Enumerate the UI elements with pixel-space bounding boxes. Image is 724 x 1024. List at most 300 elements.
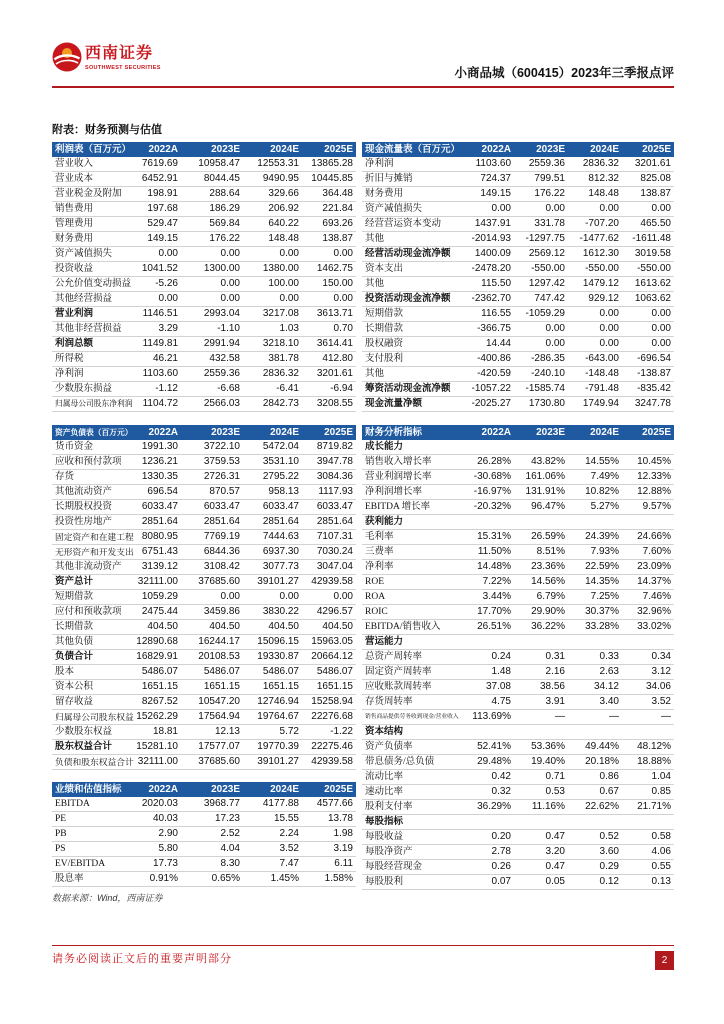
table-row — [52, 470, 356, 485]
row-value: 1059.29 — [141, 591, 178, 602]
row-value: -30.68% — [473, 471, 511, 482]
empty-cell — [514, 515, 568, 529]
row-label: 其他非经营损益 — [55, 324, 122, 334]
table-row — [362, 292, 674, 307]
row-label: 应收和预付款项 — [55, 457, 122, 467]
row-value: 14.56% — [531, 576, 565, 587]
row-value: 15.31% — [477, 531, 511, 542]
row-label: 长期借款 — [55, 622, 94, 632]
row-value: 4177.88 — [262, 798, 299, 809]
table-row — [362, 367, 674, 382]
row-value: 8719.82 — [316, 441, 353, 452]
row-label: 营业成本 — [55, 174, 94, 184]
row-value: 10.45% — [637, 456, 671, 467]
row-value: 1400.09 — [474, 248, 511, 259]
table-row — [362, 620, 674, 635]
row-value: 0.47 — [545, 861, 565, 872]
row-value: 404.50 — [147, 621, 178, 632]
row-value: 15096.15 — [257, 636, 299, 647]
row-value: -707.20 — [585, 218, 619, 229]
row-value: 3201.61 — [634, 158, 671, 169]
row-value: 7.25% — [590, 591, 619, 602]
empty-cell — [460, 440, 514, 454]
row-value: 0.53 — [545, 786, 565, 797]
row-value: 1.04 — [651, 771, 671, 782]
row-label: 负债合计 — [55, 652, 94, 662]
row-value: 115.50 — [481, 278, 511, 289]
row-label: 每股净资产 — [365, 847, 413, 857]
logo-name-cn: 西南证券 — [85, 45, 154, 62]
empty-cell — [622, 815, 674, 829]
row-value: 9490.95 — [262, 173, 299, 184]
row-value: 2.90 — [158, 828, 178, 839]
row-label: ROA — [365, 592, 386, 602]
row-label: 财务费用 — [365, 189, 404, 199]
year-header: 2025E — [324, 784, 353, 795]
row-label: 每股收益 — [365, 832, 404, 842]
row-value: 29.48% — [477, 756, 511, 767]
row-value: 8080.95 — [141, 531, 178, 542]
row-value: 19764.67 — [257, 711, 299, 722]
row-value: 331.78 — [534, 218, 565, 229]
row-value: 52.41% — [477, 741, 511, 752]
row-value: 33.28% — [585, 621, 619, 632]
row-value: -791.48 — [585, 383, 619, 394]
row-value: 3047.04 — [316, 561, 353, 572]
row-value: -16.97% — [473, 486, 511, 497]
row-value: 0.31 — [545, 651, 565, 662]
table-row — [52, 500, 356, 515]
row-value: 197.68 — [147, 203, 178, 214]
row-value: 18.88% — [637, 756, 671, 767]
row-value: 0.00 — [279, 248, 299, 259]
row-value: -6.41 — [276, 383, 299, 394]
row-value: 20664.12 — [311, 651, 353, 662]
row-value: 0.00 — [158, 248, 178, 259]
row-value: 19770.39 — [257, 741, 299, 752]
row-value: 0.70 — [333, 323, 353, 334]
row-value: 747.42 — [534, 293, 565, 304]
section-label: 成长能力 — [365, 442, 404, 452]
empty-cell — [568, 725, 622, 739]
row-value: 221.84 — [322, 203, 353, 214]
row-value: 724.37 — [480, 173, 511, 184]
row-label: 管理费用 — [55, 219, 94, 229]
row-value: 3.44% — [482, 591, 511, 602]
empty-cell — [568, 440, 622, 454]
row-value: 2991.94 — [203, 338, 240, 349]
row-value: 7.93% — [590, 546, 619, 557]
row-label: 长期股权投资 — [55, 502, 113, 512]
row-value: 3.20 — [545, 846, 565, 857]
row-value: 2842.73 — [262, 398, 299, 409]
row-value: 640.22 — [268, 218, 299, 229]
empty-cell — [460, 725, 514, 739]
row-value: 1300.00 — [203, 263, 240, 274]
row-value: -1057.22 — [471, 383, 511, 394]
row-value: 37685.60 — [198, 756, 240, 767]
data-source-note: 数据来源：Wind，西南证券 — [52, 893, 163, 903]
row-value: 3208.55 — [316, 398, 353, 409]
row-value: 0.00 — [333, 293, 353, 304]
row-value: 26.51% — [477, 621, 511, 632]
row-value: -5.26 — [155, 278, 178, 289]
row-label: 所得税 — [55, 354, 84, 364]
table-row — [52, 440, 356, 455]
row-value: 15262.29 — [136, 711, 178, 722]
table-row — [52, 485, 356, 500]
row-value: 0.00 — [220, 248, 240, 259]
row-value: 0.42 — [491, 771, 511, 782]
row-label: 总资产周转率 — [365, 652, 423, 662]
row-value: 0.00 — [545, 203, 565, 214]
row-value: 6033.47 — [316, 501, 353, 512]
row-value: 0.55 — [651, 861, 671, 872]
row-value: 7.46% — [642, 591, 671, 602]
year-header: 2025E — [324, 144, 353, 155]
row-value: 17564.94 — [198, 711, 240, 722]
row-value: 138.87 — [640, 188, 671, 199]
row-value: 13.78 — [327, 813, 353, 824]
year-header: 2022A — [148, 784, 178, 795]
table-row — [52, 695, 356, 710]
table-row — [362, 860, 674, 875]
row-value: 14.37% — [637, 576, 671, 587]
row-value: 198.91 — [147, 188, 178, 199]
year-header: 2022A — [481, 427, 511, 438]
table-row — [52, 202, 356, 217]
row-value: 113.69% — [472, 711, 511, 722]
row-value: 1612.30 — [582, 248, 619, 259]
row-value: 6.79% — [536, 591, 565, 602]
row-value: 2020.03 — [141, 798, 178, 809]
table-row — [52, 560, 356, 575]
row-value: 2836.32 — [582, 158, 619, 169]
row-label: 资本支出 — [365, 264, 404, 274]
row-value: 19.40% — [531, 756, 565, 767]
valuation-table — [52, 782, 356, 887]
row-value: 176.22 — [209, 233, 240, 244]
empty-cell — [514, 725, 568, 739]
table-row — [52, 665, 356, 680]
table-row — [52, 217, 356, 232]
table-row — [52, 842, 356, 857]
row-label: 投资收益 — [55, 264, 94, 274]
row-label: 应付和预收款项 — [55, 607, 122, 617]
year-header: 2025E — [324, 427, 353, 438]
row-value: 2.63 — [599, 666, 619, 677]
row-value: 1991.30 — [141, 441, 178, 452]
row-label: 资产总计 — [55, 577, 94, 587]
year-header: 2023E — [211, 784, 240, 795]
year-header: 2023E — [211, 144, 240, 155]
year-header: 2025E — [642, 427, 671, 438]
row-label: 存货周转率 — [365, 697, 413, 707]
row-value: 0.00 — [545, 338, 565, 349]
table-row — [52, 157, 356, 172]
row-value: 0.00 — [651, 323, 671, 334]
row-value: 2851.64 — [262, 516, 299, 527]
table-row — [52, 635, 356, 650]
row-value: 2475.44 — [141, 606, 178, 617]
row-value: 43.82% — [531, 456, 565, 467]
year-header: 2024E — [270, 144, 299, 155]
row-label: 筹资活动现金流净额 — [365, 384, 451, 394]
row-value: 0.07 — [491, 876, 511, 887]
row-value: 39101.27 — [257, 576, 299, 587]
row-value: 1103.60 — [475, 158, 511, 169]
row-value: 7.60% — [642, 546, 671, 557]
row-value: -138.87 — [637, 368, 671, 379]
table-row — [362, 337, 674, 352]
year-header: 2025E — [642, 144, 671, 155]
year-header: 2024E — [270, 427, 299, 438]
table-row — [362, 785, 674, 800]
row-value: 22275.46 — [311, 741, 353, 752]
row-value: 42939.58 — [311, 756, 353, 767]
row-value: 1.45% — [270, 873, 299, 884]
table-row — [362, 560, 674, 575]
row-value: 116.55 — [481, 308, 511, 319]
row-value: 0.00 — [158, 293, 178, 304]
row-value: 1236.21 — [141, 456, 178, 467]
row-value: 958.13 — [268, 486, 299, 497]
row-value: 2795.22 — [262, 471, 299, 482]
row-label: 无形资产和开发支出 — [55, 547, 134, 557]
row-value: 6844.36 — [203, 546, 240, 557]
row-label: 投资性房地产 — [55, 517, 113, 527]
row-value: 17.23 — [214, 813, 240, 824]
row-value: 0.20 — [491, 831, 511, 842]
year-header: 2023E — [536, 427, 565, 438]
row-value: 2566.03 — [203, 398, 240, 409]
cash-flow-table — [362, 142, 674, 412]
row-value: -148.48 — [585, 368, 619, 379]
empty-cell — [622, 440, 674, 454]
row-value: 1437.91 — [474, 218, 511, 229]
row-label: 少数股东损益 — [55, 384, 113, 394]
row-label: 股权融资 — [365, 339, 404, 349]
row-value: 0.65% — [211, 873, 240, 884]
row-value: 529.47 — [147, 218, 178, 229]
row-value: 30.37% — [585, 606, 619, 617]
table-row — [52, 740, 356, 755]
row-value: 3019.58 — [634, 248, 671, 259]
table-row — [362, 575, 674, 590]
row-value: 0.12 — [599, 876, 619, 887]
table-header-row — [52, 142, 356, 157]
table-row — [362, 187, 674, 202]
row-value: 0.00 — [599, 338, 619, 349]
table-row — [52, 232, 356, 247]
row-value: -1297.75 — [525, 233, 565, 244]
row-value: -550.00 — [637, 263, 671, 274]
table-row — [362, 530, 674, 545]
row-value: 8.51% — [536, 546, 565, 557]
row-label: PE — [55, 814, 67, 824]
empty-cell — [622, 635, 674, 649]
row-value: 14.48% — [477, 561, 511, 572]
row-value: 38.56 — [539, 681, 565, 692]
table-row — [52, 605, 356, 620]
row-value: 5472.04 — [262, 441, 299, 452]
row-value: 0.00 — [220, 278, 240, 289]
row-value: — — [555, 711, 565, 722]
table-row — [52, 590, 356, 605]
row-value: 6033.47 — [203, 501, 240, 512]
row-value: 32111.00 — [137, 756, 178, 767]
row-value: -2362.70 — [471, 293, 511, 304]
row-value: 2559.36 — [528, 158, 565, 169]
row-value: — — [661, 711, 671, 722]
row-value: 2559.36 — [203, 368, 240, 379]
row-value: 1063.62 — [634, 293, 671, 304]
empty-cell — [514, 440, 568, 454]
row-label: PS — [55, 844, 66, 854]
table-row — [362, 202, 674, 217]
empty-cell — [568, 635, 622, 649]
row-label: 其他经营损益 — [55, 294, 113, 304]
row-value: 2569.12 — [528, 248, 565, 259]
row-value: 6452.91 — [141, 173, 178, 184]
row-label: 支付股利 — [365, 354, 404, 364]
row-value: 4.06 — [651, 846, 671, 857]
row-value: 5486.07 — [203, 666, 240, 677]
row-value: 20108.53 — [198, 651, 240, 662]
table-row — [362, 232, 674, 247]
row-label: 销售收入增长率 — [365, 457, 432, 467]
row-value: 3.29 — [158, 323, 178, 334]
row-value: -696.54 — [637, 353, 671, 364]
year-header: 2024E — [590, 144, 619, 155]
logo-emblem-icon — [52, 42, 82, 72]
table-row — [362, 800, 674, 815]
row-value: -1059.29 — [525, 308, 565, 319]
row-value: 32.96% — [637, 606, 671, 617]
year-header: 2023E — [211, 427, 240, 438]
row-value: -1611.48 — [632, 233, 671, 244]
table-row — [52, 382, 356, 397]
row-value: 6033.47 — [141, 501, 178, 512]
table-row — [362, 695, 674, 710]
year-header: 2024E — [270, 784, 299, 795]
row-value: 1749.94 — [582, 398, 619, 409]
row-value: 17.70% — [477, 606, 511, 617]
table-row — [52, 187, 356, 202]
table-row — [362, 352, 674, 367]
empty-cell — [622, 725, 674, 739]
empty-cell — [622, 515, 674, 529]
row-value: 148.48 — [268, 233, 299, 244]
footer-divider — [52, 945, 674, 946]
row-value: 16244.17 — [198, 636, 240, 647]
table-row — [362, 710, 674, 725]
row-value: -2025.27 — [471, 398, 511, 409]
row-value: 1.58% — [324, 873, 353, 884]
row-value: 404.50 — [268, 621, 299, 632]
row-value: -643.00 — [585, 353, 619, 364]
row-value: 3947.78 — [316, 456, 353, 467]
row-value: 37685.60 — [198, 576, 240, 587]
table-row — [52, 872, 356, 887]
row-label: EBITDA — [55, 799, 90, 809]
table-row — [52, 725, 356, 740]
row-value: 1651.15 — [262, 681, 299, 692]
row-label: 其他流动资产 — [55, 487, 113, 497]
row-value: 8044.45 — [203, 173, 240, 184]
row-value: -1.12 — [155, 383, 178, 394]
row-label: 资产负债率 — [365, 742, 413, 752]
table-row — [362, 770, 674, 785]
row-value: -1477.62 — [579, 233, 619, 244]
row-value: 3.52 — [651, 696, 671, 707]
row-value: 34.06 — [645, 681, 671, 692]
row-value: 0.34 — [651, 651, 671, 662]
row-value: 29.90% — [531, 606, 565, 617]
row-value: 10445.85 — [311, 173, 353, 184]
table-row — [52, 337, 356, 352]
empty-cell — [568, 515, 622, 529]
row-value: -550.00 — [531, 263, 565, 274]
row-value: 329.66 — [268, 188, 299, 199]
row-label: 经营活动现金流净额 — [365, 249, 451, 259]
row-value: 32111.00 — [137, 576, 178, 587]
row-value: 3.19 — [333, 843, 353, 854]
row-value: 0.29 — [599, 861, 619, 872]
row-value: 0.00 — [279, 293, 299, 304]
row-value: 6751.43 — [141, 546, 178, 557]
row-value: -1.22 — [330, 726, 353, 737]
row-value: 0.58 — [651, 831, 671, 842]
row-value: 693.26 — [322, 218, 353, 229]
row-value: 825.08 — [640, 173, 671, 184]
row-value: 206.92 — [268, 203, 299, 214]
row-label: 现金流量净额 — [365, 399, 423, 409]
row-value: -286.35 — [531, 353, 565, 364]
row-value: 4.75 — [491, 696, 511, 707]
table-row — [52, 292, 356, 307]
row-value: 0.47 — [545, 831, 565, 842]
row-value: 12746.94 — [257, 696, 299, 707]
table-row — [52, 650, 356, 665]
row-value: 12553.31 — [257, 158, 299, 169]
row-label: PB — [55, 829, 67, 839]
row-value: 0.00 — [220, 591, 240, 602]
row-value: 2851.64 — [203, 516, 240, 527]
row-value: 0.00 — [333, 591, 353, 602]
row-value: 0.85 — [651, 786, 671, 797]
year-header: 2024E — [590, 427, 619, 438]
table-row — [52, 352, 356, 367]
row-value: 4296.57 — [316, 606, 353, 617]
row-label: 三费率 — [365, 547, 394, 557]
row-value: 3.91 — [545, 696, 565, 707]
row-value: 3077.73 — [262, 561, 299, 572]
row-label: 销售费用 — [55, 204, 94, 214]
row-value: 0.00 — [599, 203, 619, 214]
row-value: 3.40 — [599, 696, 619, 707]
row-value: 404.50 — [322, 621, 353, 632]
row-value: 3.60 — [599, 846, 619, 857]
income-statement-table — [52, 142, 356, 412]
row-value: — — [609, 711, 619, 722]
row-value: -2014.93 — [471, 233, 511, 244]
row-label: 应收账款周转率 — [365, 682, 432, 692]
table-row — [362, 845, 674, 860]
row-label: 净利润增长率 — [365, 487, 423, 497]
row-label: 股利支付率 — [365, 802, 413, 812]
row-label: 每股股利 — [365, 877, 404, 887]
